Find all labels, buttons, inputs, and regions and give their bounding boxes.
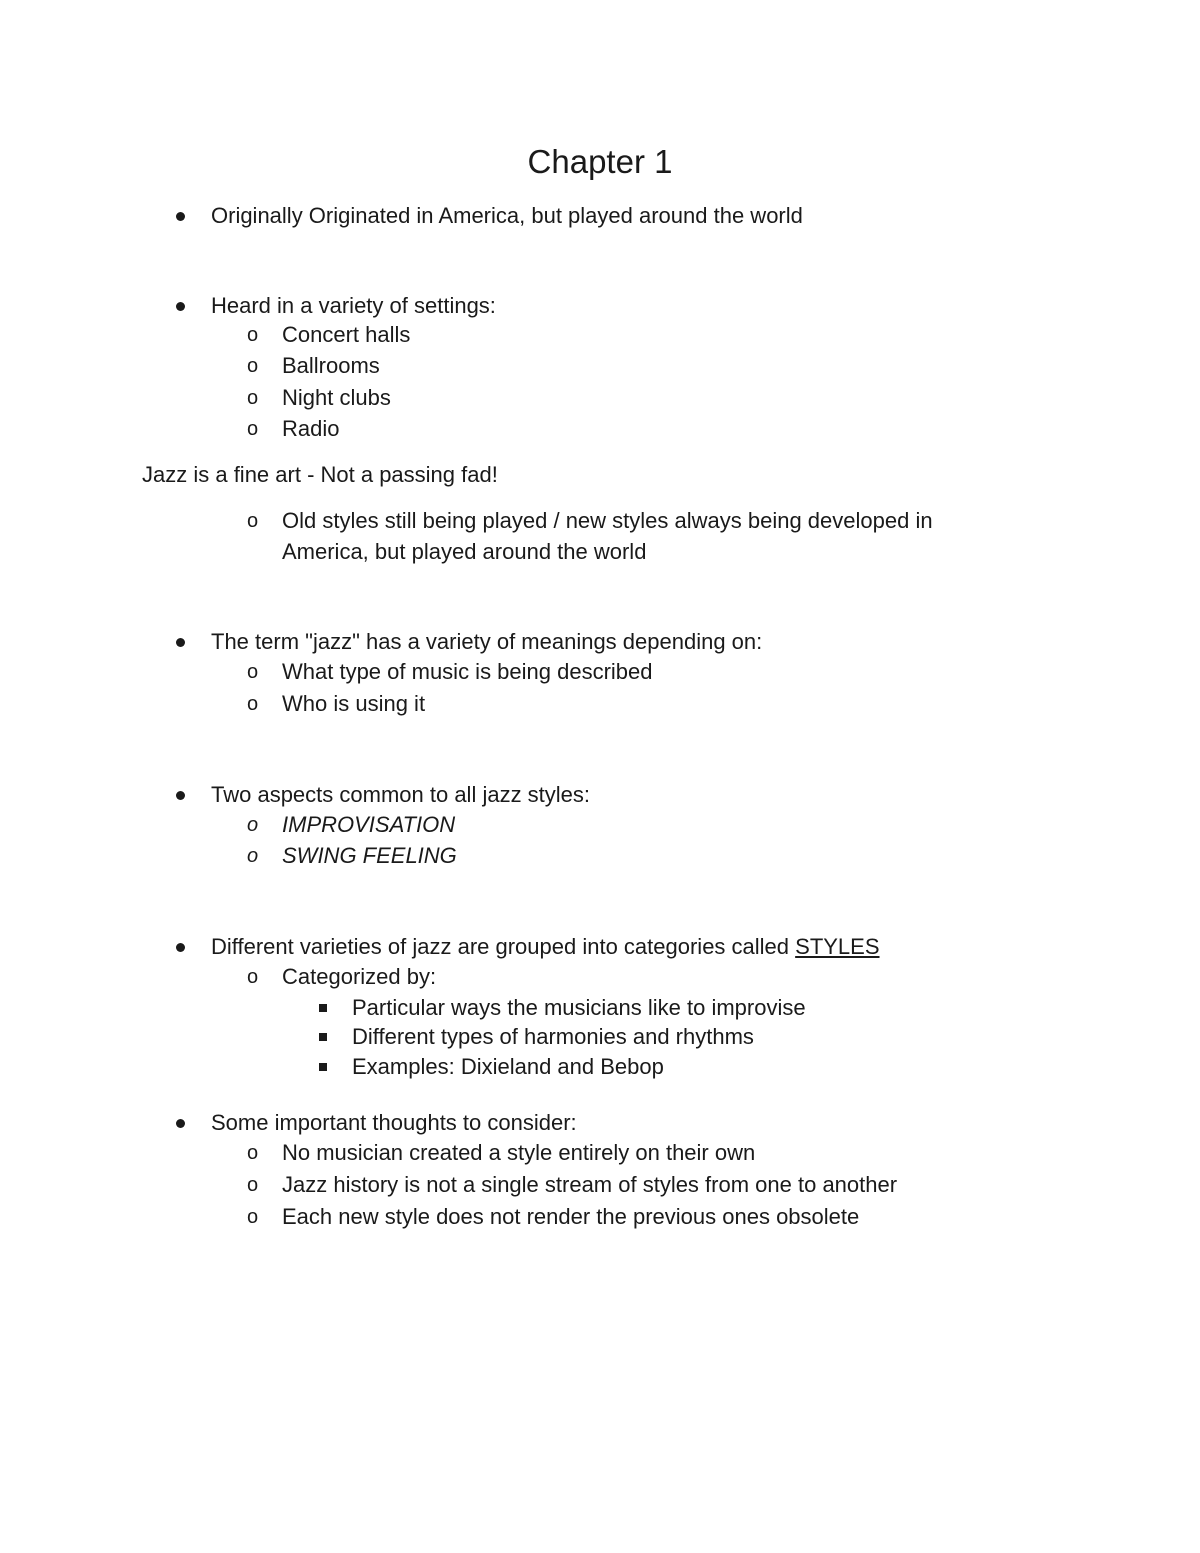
sub-bullet-marker: o (247, 1174, 259, 1196)
sub-bullet-marker: o (247, 387, 259, 409)
sub-list-item: Each new style does not render the previous ones obsolete (282, 1204, 860, 1229)
list-item: Some important thoughts to consider: (211, 1110, 577, 1135)
sub-bullet-marker: o (247, 510, 259, 532)
list-item (211, 933, 880, 961)
list-item: Heard in a variety of settings: (211, 293, 496, 318)
sub-bullet-marker: o (247, 1142, 259, 1164)
sub-list-item-continuation: America, but played around the world (282, 539, 647, 564)
list-item: Originally Originated in America, but played around the world (211, 203, 803, 228)
sub-list-item: Categorized by: (282, 964, 437, 989)
sub-sub-list-item: Examples: Dixieland and Bebop (352, 1054, 664, 1079)
sub-bullet-marker: o (247, 355, 259, 377)
sub-list-item: No musician created a style entirely on their own (282, 1140, 756, 1165)
sub-bullet-marker: o (247, 693, 259, 715)
sub-bullet-marker: o (247, 814, 259, 836)
sub-bullet-marker: o (247, 418, 259, 440)
sub-list-item: Who is using it (282, 691, 426, 716)
sub-bullet-marker: o (247, 966, 259, 988)
sub-sub-list-item: Particular ways the musicians like to improvise (352, 995, 806, 1020)
list-item: The term "jazz" has a variety of meanings depending on: (211, 629, 763, 654)
list-item: Two aspects common to all jazz styles: (211, 782, 591, 807)
sub-list-item: Jazz history is not a single stream of styles from one to another (282, 1172, 898, 1197)
sub-bullet-marker: o (247, 1206, 259, 1228)
sub-bullet-marker: o (247, 324, 259, 346)
sub-bullet-marker: o (247, 845, 259, 867)
plain-paragraph: Jazz is a fine art - Not a passing fad! (142, 462, 498, 487)
sub-sub-list-item: Different types of harmonies and rhythms (352, 1024, 754, 1049)
sub-list-item: IMPROVISATION (282, 812, 456, 837)
sub-list-item: Ballrooms (282, 353, 380, 378)
sub-list-item: Concert halls (282, 322, 411, 347)
list-item-text: Different varieties of jazz are grouped into categories called (211, 934, 796, 959)
sub-list-item: Radio (282, 416, 340, 441)
styles-term: STYLES (795, 934, 880, 959)
sub-bullet-marker: o (247, 661, 259, 683)
page-title: Chapter 1 (527, 143, 673, 180)
sub-list-item: What type of music is being described (282, 659, 653, 684)
sub-list-item: SWING FEELING (282, 843, 457, 868)
sub-list-item: Old styles still being played / new styles always being developed in (282, 508, 933, 533)
sub-list-item: Night clubs (282, 385, 391, 410)
